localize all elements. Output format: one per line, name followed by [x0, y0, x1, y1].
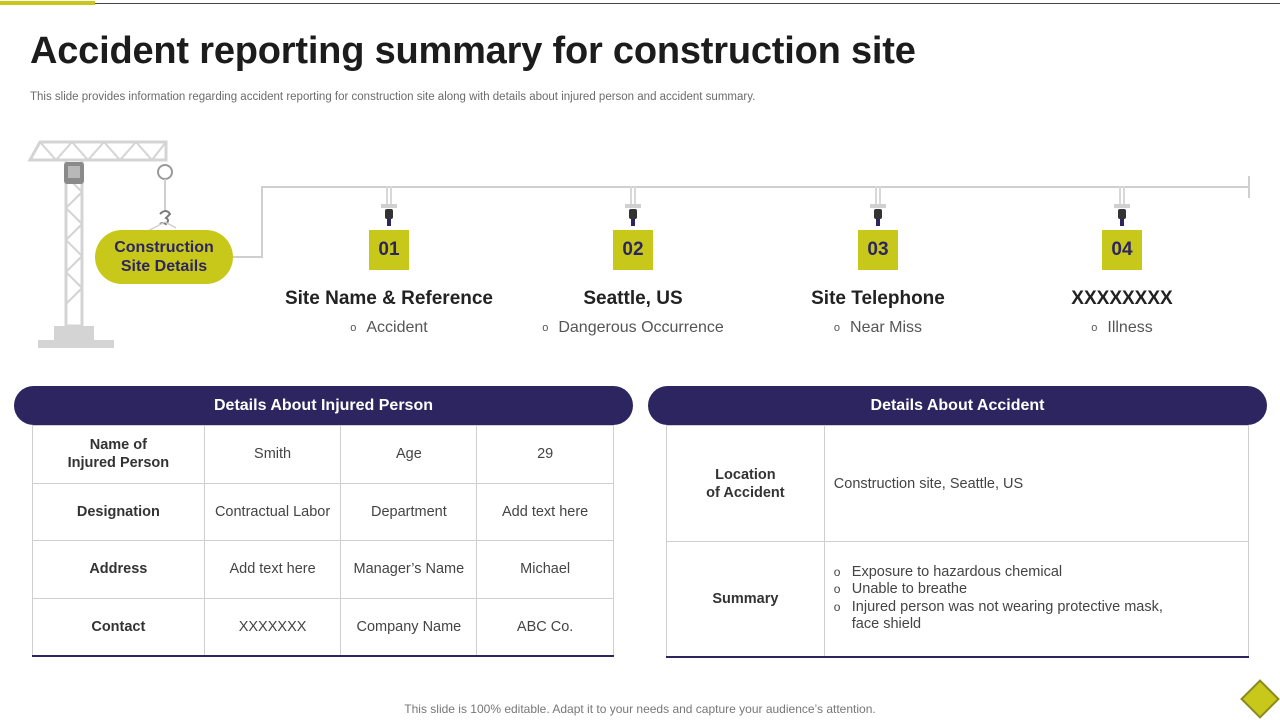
- hook-icon: [748, 186, 1008, 230]
- step-item-text: Dangerous Occurrence: [558, 319, 724, 336]
- step-item-text: Accident: [366, 319, 428, 336]
- hook-icon: [503, 186, 763, 230]
- table-cell: Contractual Labor: [204, 483, 341, 541]
- step-04: [992, 186, 1252, 337]
- table-cell: ABC Co.: [477, 598, 614, 656]
- top-divider: [0, 3, 1280, 4]
- step-item: o Illness: [1091, 319, 1153, 336]
- list-item: o Exposure to hazardous chemical: [834, 564, 1248, 582]
- row-label: Contact: [33, 598, 205, 656]
- step-title: Site Telephone: [811, 288, 945, 309]
- row-label: Address: [33, 541, 205, 599]
- location-value: Construction site, Seattle, US: [824, 426, 1248, 542]
- step-number: 04: [1102, 230, 1142, 270]
- injured-person-table: [32, 425, 614, 657]
- table-cell: 29: [477, 426, 614, 484]
- table-cell: Manager’s Name: [341, 541, 477, 599]
- table-cell: Age: [341, 426, 477, 484]
- step-item: o Dangerous Occurrence: [542, 319, 724, 336]
- step-number: 03: [858, 230, 898, 270]
- step-01: [259, 186, 519, 337]
- table-row: [33, 598, 614, 656]
- table-cell: XXXXXXX: [204, 598, 341, 656]
- list-item: o Unable to breathe: [834, 581, 1248, 599]
- step-item: o Near Miss: [833, 319, 923, 336]
- hook-icon: [992, 186, 1252, 230]
- top-accent-bar: [0, 1, 95, 5]
- step-number: 01: [369, 230, 409, 270]
- accident-table: [666, 425, 1249, 658]
- table-row: [33, 426, 614, 484]
- step-title: Site Name & Reference: [284, 288, 494, 309]
- row-label: Designation: [33, 483, 205, 541]
- list-item: face shield: [851, 616, 922, 633]
- crane-label-line1: Construction: [114, 239, 214, 256]
- injured-person-header: Details About Injured Person: [14, 386, 633, 425]
- step-item-text: Illness: [1107, 319, 1153, 336]
- construction-site-details-label: [95, 230, 233, 284]
- slide-footer: This slide is 100% editable. Adapt it to your needs and capture your audience’s attention.: [404, 702, 876, 716]
- table-cell: Add text here: [204, 541, 341, 599]
- step-item: o Accident: [350, 319, 428, 336]
- step-title: XXXXXXXX: [1071, 288, 1173, 309]
- row-label: Summary: [667, 542, 825, 657]
- step-title: Seattle, US: [583, 288, 683, 309]
- table-row: [667, 542, 1249, 657]
- table-cell: Michael: [477, 541, 614, 599]
- table-cell: Smith: [204, 426, 341, 484]
- step-item-text: Near Miss: [850, 319, 923, 336]
- list-item: o Injured person was not wearing protective mask,: [834, 599, 1248, 617]
- accident-header: Details About Accident: [648, 386, 1267, 425]
- step-number: 02: [613, 230, 653, 270]
- step-02: [503, 186, 763, 337]
- table-row: [667, 426, 1249, 542]
- row-label: Name of Injured Person: [33, 426, 205, 484]
- table-cell: Department: [341, 483, 477, 541]
- table-cell: Add text here: [477, 483, 614, 541]
- summary-list: [824, 542, 1248, 657]
- slide-subtitle: This slide provides information regarding accident reporting for construction site along with details about injured person and accident summary.: [30, 91, 756, 103]
- step-03: [748, 186, 1008, 337]
- hook-icon: [259, 186, 519, 230]
- table-cell: Company Name: [341, 598, 477, 656]
- slide-title: Accident reporting summary for construction site: [30, 30, 916, 72]
- table-row: [33, 483, 614, 541]
- crane-label-line2: Site Details: [120, 258, 208, 275]
- row-label: Location of Accident: [667, 426, 825, 542]
- table-row: [33, 541, 614, 599]
